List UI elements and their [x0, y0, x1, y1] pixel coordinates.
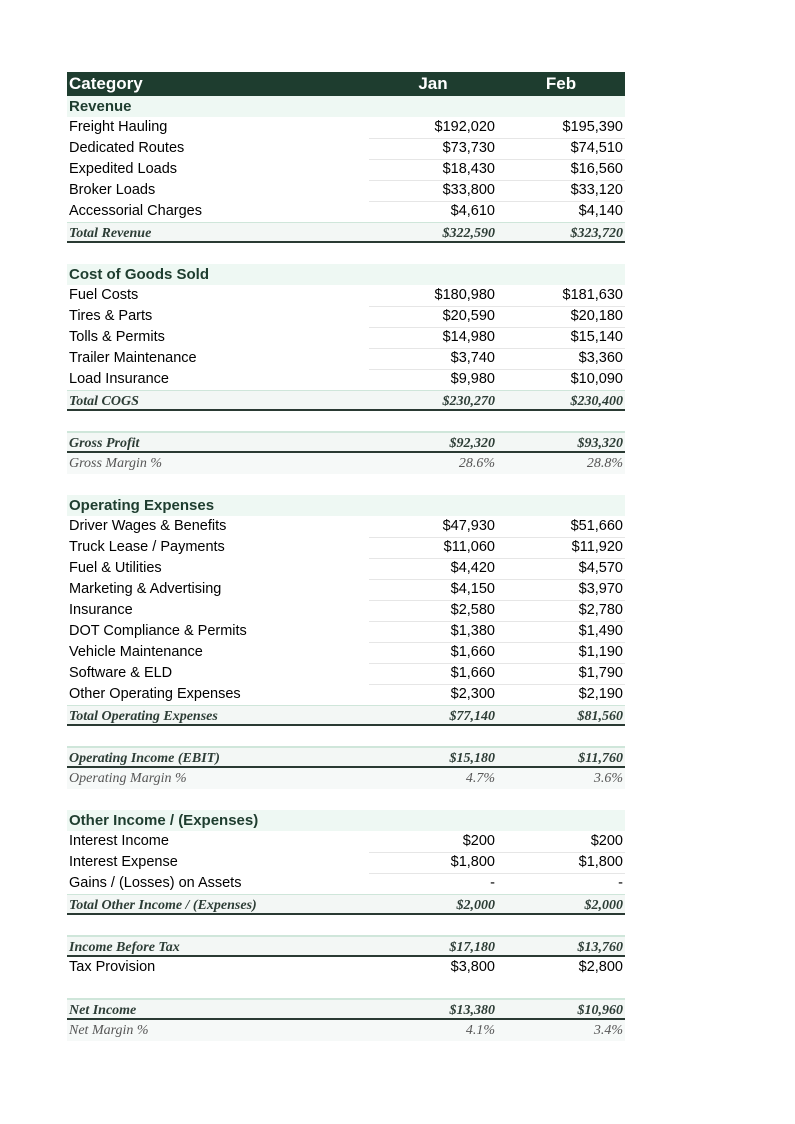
jan-value: $2,580	[369, 600, 497, 622]
row-label: Fuel Costs	[69, 287, 139, 303]
row-label: Tolls & Permits	[69, 329, 165, 345]
feb-value: $16,560	[497, 159, 625, 181]
row-label: Vehicle Maintenance	[69, 644, 203, 660]
jan-value: $1,660	[369, 642, 497, 664]
spacer	[67, 915, 625, 936]
gross-profit-row	[67, 432, 625, 453]
feb-header: Feb	[545, 74, 577, 93]
jan-header: Jan	[418, 74, 448, 93]
jan-value: $18,430	[369, 159, 497, 181]
feb-value: -	[497, 873, 625, 895]
jan-value: $322,590	[442, 226, 495, 241]
jan-value: $230,270	[442, 394, 495, 409]
table-row	[67, 201, 625, 222]
row-label: Trailer Maintenance	[69, 350, 197, 366]
row-label: Accessorial Charges	[69, 203, 202, 219]
row-label: Freight Hauling	[69, 119, 168, 135]
section-label: Cost of Goods Sold	[69, 266, 209, 283]
feb-value: 28.8%	[586, 456, 623, 471]
feb-value: $93,320	[577, 436, 623, 451]
table-row	[67, 138, 625, 159]
feb-value: $10,960	[577, 1003, 623, 1018]
total-other-row	[67, 894, 625, 915]
table-row	[67, 852, 625, 873]
feb-value: $74,510	[497, 138, 625, 160]
row-label: Total Revenue	[69, 226, 152, 241]
opex-section-title	[67, 495, 625, 516]
feb-value: $4,140	[497, 201, 625, 223]
jan-value: $9,980	[369, 369, 497, 391]
feb-value: $2,190	[497, 684, 625, 706]
row-label: Load Insurance	[69, 371, 169, 387]
feb-value: $81,560	[577, 709, 623, 724]
feb-value: 3.6%	[593, 771, 623, 786]
spacer	[67, 243, 625, 264]
row-label: Gross Margin %	[69, 456, 163, 471]
jan-value: $4,420	[369, 558, 497, 580]
section-label: Other Income / (Expenses)	[69, 812, 259, 829]
table-row	[67, 873, 625, 894]
row-label: Net Margin %	[69, 1023, 149, 1038]
row-label: Tax Provision	[69, 959, 156, 975]
row-label: Operating Income (EBIT)	[69, 751, 220, 766]
jan-value: $17,180	[449, 940, 495, 955]
table-row	[67, 537, 625, 558]
operating-income-row	[67, 747, 625, 768]
jan-value: $73,730	[369, 138, 497, 160]
table-row	[67, 663, 625, 684]
income-statement-table	[67, 72, 625, 1041]
jan-value: $4,150	[369, 579, 497, 601]
jan-value: $3,740	[369, 348, 497, 370]
row-label: Truck Lease / Payments	[69, 539, 225, 555]
jan-value: $200	[369, 831, 497, 853]
feb-value: $15,140	[497, 327, 625, 349]
row-label: Fuel & Utilities	[69, 560, 162, 576]
feb-value: $200	[497, 831, 625, 853]
row-label: Income Before Tax	[69, 940, 180, 955]
feb-value: $11,920	[497, 537, 625, 559]
table-row	[67, 348, 625, 369]
jan-value: $47,930	[369, 516, 497, 538]
table-row	[67, 306, 625, 327]
row-label: Gains / (Losses) on Assets	[69, 875, 242, 891]
feb-value: $3,360	[497, 348, 625, 370]
row-label: Driver Wages & Benefits	[69, 518, 227, 534]
jan-value: $2,000	[456, 898, 495, 913]
table-row	[67, 600, 625, 621]
feb-value: $230,400	[570, 394, 623, 409]
jan-value: $3,800	[450, 959, 495, 975]
spacer	[67, 411, 625, 432]
row-label: Total Operating Expenses	[69, 709, 218, 724]
row-label: Net Income	[69, 1003, 137, 1018]
table-row	[67, 684, 625, 705]
income-before-tax-row	[67, 936, 625, 957]
spacer	[67, 789, 625, 810]
table-row	[67, 159, 625, 180]
feb-value: $51,660	[497, 516, 625, 538]
revenue-section-title	[67, 96, 625, 117]
row-label: Other Operating Expenses	[69, 686, 241, 702]
table-row	[67, 285, 625, 306]
jan-value: $33,800	[369, 180, 497, 202]
jan-value: 28.6%	[458, 456, 495, 471]
tax-provision-row	[67, 957, 625, 978]
jan-value: 4.7%	[465, 771, 495, 786]
jan-value: $15,180	[449, 751, 495, 766]
feb-value: $4,570	[497, 558, 625, 580]
jan-value: -	[369, 873, 497, 895]
feb-value: $1,790	[497, 663, 625, 685]
jan-value: $4,610	[369, 201, 497, 223]
section-label: Operating Expenses	[69, 497, 215, 514]
feb-value: 3.4%	[593, 1023, 623, 1038]
row-label: Interest Income	[69, 833, 169, 849]
row-label: Dedicated Routes	[69, 140, 185, 156]
table-row	[67, 516, 625, 537]
table-row	[67, 558, 625, 579]
jan-value: $77,140	[449, 709, 495, 724]
table-row	[67, 180, 625, 201]
feb-value: $1,490	[497, 621, 625, 643]
jan-value: $13,380	[449, 1003, 495, 1018]
jan-value: $180,980	[369, 285, 497, 307]
cogs-section-title	[67, 264, 625, 285]
row-label: Software & ELD	[69, 665, 173, 681]
row-label: Interest Expense	[69, 854, 178, 870]
spacer	[67, 726, 625, 747]
net-margin-row	[67, 1020, 625, 1041]
net-income-row	[67, 999, 625, 1020]
row-label: Expedited Loads	[69, 161, 178, 177]
feb-value: $3,970	[497, 579, 625, 601]
feb-value: $1,800	[497, 852, 625, 874]
operating-margin-row	[67, 768, 625, 789]
jan-value: $14,980	[369, 327, 497, 349]
jan-value: $1,660	[369, 663, 497, 685]
category-header: Category	[69, 74, 143, 93]
jan-value: $1,800	[369, 852, 497, 874]
feb-value: $13,760	[577, 940, 623, 955]
row-label: Total Other Income / (Expenses)	[69, 898, 257, 913]
other-section-title	[67, 810, 625, 831]
table-row	[67, 369, 625, 390]
table-row	[67, 117, 625, 138]
jan-value: $11,060	[369, 537, 497, 559]
spacer	[67, 474, 625, 495]
row-label: Gross Profit	[69, 436, 140, 451]
jan-value: $192,020	[369, 117, 497, 139]
jan-value: $2,300	[369, 684, 497, 706]
spacer	[67, 978, 625, 999]
row-label: Marketing & Advertising	[69, 581, 222, 597]
feb-value: $33,120	[497, 180, 625, 202]
feb-value: $323,720	[570, 226, 623, 241]
feb-value: $1,190	[497, 642, 625, 664]
total-cogs-row	[67, 390, 625, 411]
row-label: Broker Loads	[69, 182, 156, 198]
gross-margin-row	[67, 453, 625, 474]
jan-value: $92,320	[449, 436, 495, 451]
feb-value: $181,630	[497, 285, 625, 307]
row-label: Total COGS	[69, 394, 139, 409]
jan-value: 4.1%	[465, 1023, 495, 1038]
table-row	[67, 642, 625, 663]
feb-value: $195,390	[497, 117, 625, 139]
jan-value: $1,380	[369, 621, 497, 643]
header-row	[67, 72, 625, 96]
table-row	[67, 327, 625, 348]
feb-value: $20,180	[497, 306, 625, 328]
section-label: Revenue	[69, 98, 132, 115]
table-row	[67, 621, 625, 642]
jan-value: $20,590	[369, 306, 497, 328]
row-label: Insurance	[69, 602, 133, 618]
row-label: Operating Margin %	[69, 771, 187, 786]
feb-value: $2,000	[584, 898, 623, 913]
feb-value: $2,800	[578, 959, 623, 975]
feb-value: $10,090	[497, 369, 625, 391]
table-row	[67, 831, 625, 852]
feb-value: $11,760	[578, 751, 623, 766]
row-label: Tires & Parts	[69, 308, 153, 324]
row-label: DOT Compliance & Permits	[69, 623, 247, 639]
total-revenue-row	[67, 222, 625, 243]
table-row	[67, 579, 625, 600]
total-opex-row	[67, 705, 625, 726]
feb-value: $2,780	[497, 600, 625, 622]
